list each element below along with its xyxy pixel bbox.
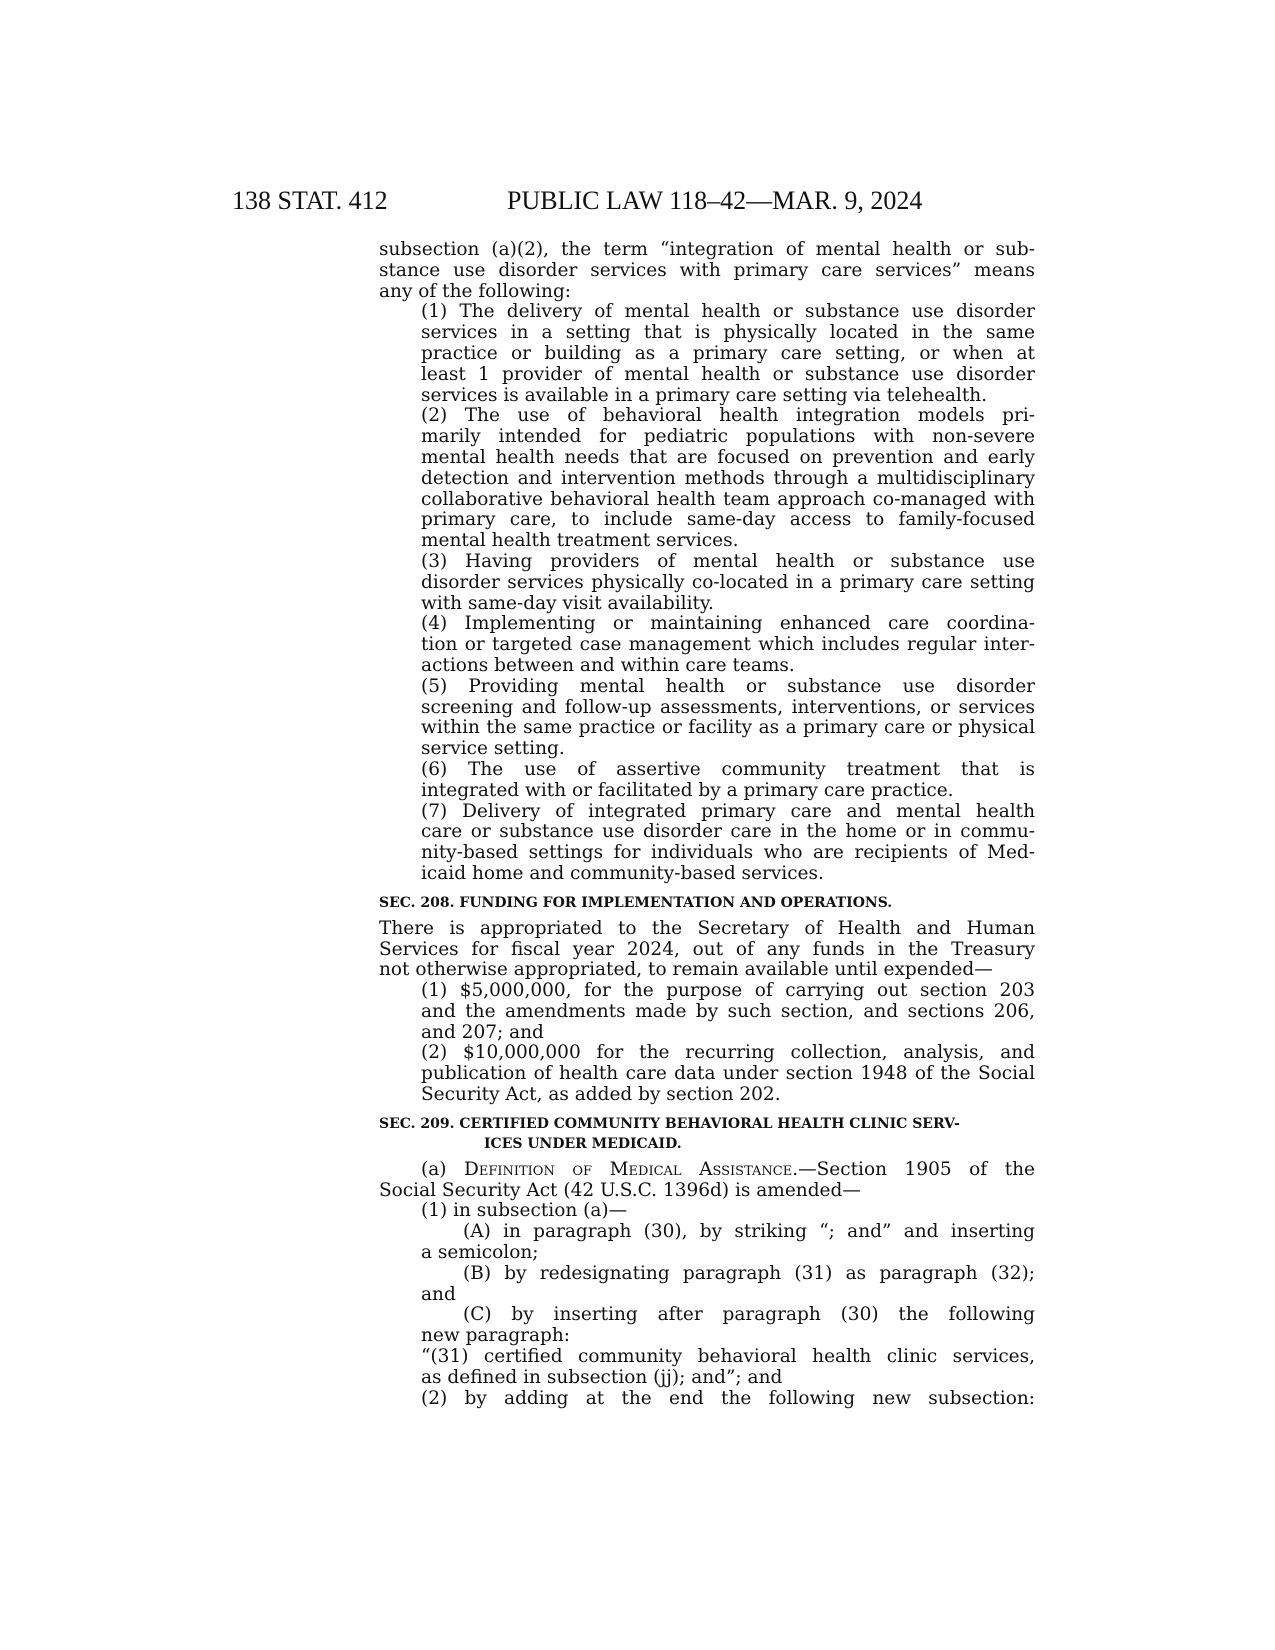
text-line: “(31) certified community behavioral health clinic services,: [421, 1346, 1035, 1368]
text-line: services in a setting that is physically located in the same: [421, 322, 1035, 344]
text-line: (A) in paragraph (30), by striking “; and” and inserting: [463, 1221, 1035, 1243]
text-line: and: [421, 1283, 456, 1305]
subsection-a-label: (a): [421, 1158, 465, 1180]
text-line: (B) by redesignating paragraph (31) as paragraph (32);: [463, 1262, 1035, 1284]
text-line: publication of health care data under section 1948 of the Social: [421, 1063, 1035, 1085]
text-line: with same-day visit availability.: [421, 592, 714, 614]
text-line: and 207; and: [421, 1021, 544, 1043]
section-207-continuation: [379, 240, 1035, 885]
statute-citation: 138 STAT. 412: [232, 186, 388, 215]
section-209-heading-continued: ICES UNDER MEDICAID.: [484, 1135, 682, 1152]
text-line: (2) The use of behavioral health integration models pri-: [421, 405, 1035, 427]
text-line: mental health treatment services.: [421, 530, 739, 552]
text-line: actions between and within care teams.: [421, 654, 795, 676]
text-line: (4) Implementing or maintaining enhanced care coordina-: [421, 613, 1035, 635]
section-208-heading: SEC. 208. FUNDING FOR IMPLEMENTATION AND OPERATIONS.: [379, 894, 893, 911]
section-209-heading: SEC. 209. CERTIFIED COMMUNITY BEHAVIORAL HEALTH CLINIC SERV-: [379, 1115, 960, 1132]
text-line: (2) by adding at the end the following new subsection:: [421, 1387, 1035, 1409]
subsection-a-caption: Definition of Medical Assistance.: [464, 1158, 799, 1180]
text-line: Services for fiscal year 2024, out of any funds in the Treasury: [379, 938, 1035, 960]
text-line: icaid home and community-based services.: [421, 862, 824, 884]
text-line: (2) $10,000,000 for the recurring collection, analysis, and: [421, 1042, 1035, 1064]
text-line: (5) Providing mental health or substance use disorder: [421, 675, 1035, 697]
text-line: collaborative behavioral health team approach co-managed with: [421, 488, 1035, 510]
text-line: (1) in subsection (a)—: [421, 1200, 628, 1222]
text-line: disorder services physically co-located in a primary care setting: [421, 571, 1035, 593]
text-line: primary care, to include same-day access to family-focused: [421, 509, 1035, 531]
section-209-body: [379, 1181, 1035, 1410]
text-line: new paragraph:: [421, 1325, 571, 1347]
text-line: tion or targeted case management which includes regular inter-: [421, 634, 1035, 656]
text-line: integrated with or facilitated by a primary care practice.: [421, 779, 954, 801]
section-208-body: [379, 919, 1035, 1106]
text-line: service setting.: [421, 738, 565, 760]
subsection-a-text: —Section 1905 of the: [798, 1158, 1035, 1180]
text-line: as defined in subsection (jj); and”; and: [421, 1366, 783, 1388]
text-line: stance use disorder services with primary care services” means: [379, 259, 1035, 281]
text-line: (C) by inserting after paragraph (30) the following: [463, 1304, 1035, 1326]
text-line: marily intended for pediatric populations with non-severe: [421, 426, 1035, 448]
text-line: There is appropriated to the Secretary of Health and Human: [379, 917, 1035, 939]
text-line: detection and intervention methods through a multidisciplinary: [421, 467, 1035, 489]
text-line: Security Act, as added by section 202.: [421, 1084, 781, 1106]
text-line: services is available in a primary care setting via telehealth.: [421, 384, 988, 406]
text-line: and the amendments made by such section, and sections 206,: [421, 1000, 1035, 1022]
text-line: within the same practice or facility as a primary care or physical: [421, 717, 1035, 739]
page-header: [0, 186, 1275, 226]
text-line: subsection (a)(2), the term “integration of mental health or sub-: [379, 239, 1035, 260]
text-line: (6) The use of assertive community treatment that is: [421, 758, 1035, 780]
text-line: (3) Having providers of mental health or substance use: [421, 550, 1035, 572]
text-line: care or substance use disorder care in the home or in commu-: [421, 821, 1035, 843]
text-line: a semicolon;: [421, 1242, 539, 1264]
text-line: any of the following:: [379, 280, 572, 302]
document-body: [379, 240, 1035, 1409]
subsection-a-first-line: [379, 1160, 1035, 1181]
text-line: nity-based settings for individuals who are recipients of Med-: [421, 842, 1035, 864]
text-line: least 1 provider of mental health or substance use disorder: [421, 363, 1035, 385]
text-line: (1) $5,000,000, for the purpose of carrying out section 203: [421, 980, 1035, 1002]
text-line: (7) Delivery of integrated primary care and mental health: [421, 800, 1035, 822]
text-line: practice or building as a primary care setting, or when at: [421, 342, 1035, 364]
text-line: (1) The delivery of mental health or substance use disorder: [421, 301, 1035, 323]
text-line: screening and follow-up assessments, interventions, or services: [421, 696, 1035, 718]
text-line: mental health needs that are focused on prevention and early: [421, 446, 1035, 468]
text-line: Social Security Act (42 U.S.C. 1396d) is amended—: [379, 1179, 861, 1201]
public-law-citation: PUBLIC LAW 118–42—MAR. 9, 2024: [507, 186, 923, 215]
text-line: not otherwise appropriated, to remain available until expended—: [379, 959, 993, 981]
